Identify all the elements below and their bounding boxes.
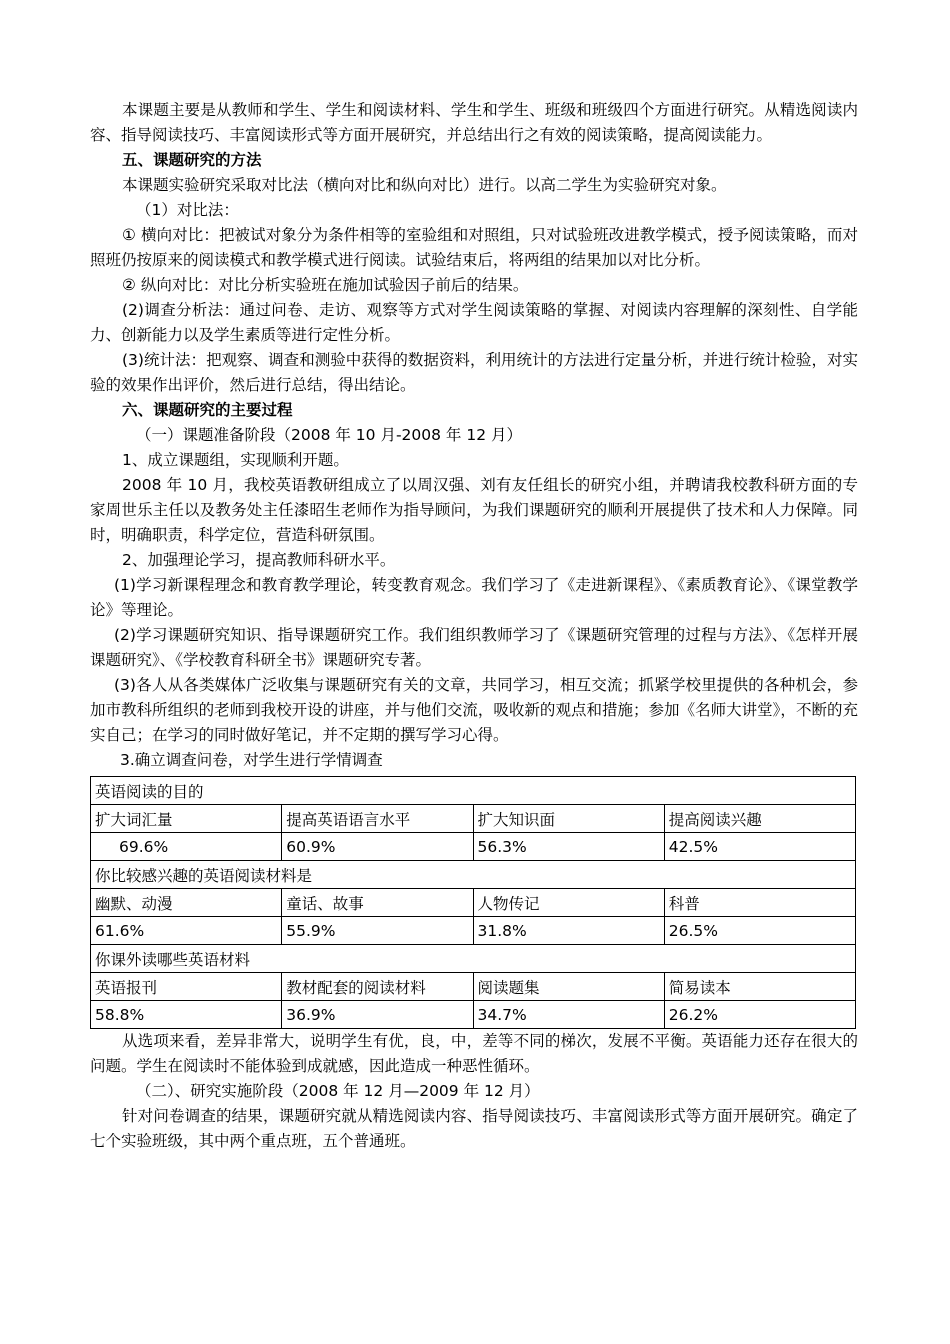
paragraph: （一）课题准备阶段（2008 年 10 月-2008 年 12 月） xyxy=(136,426,522,444)
paragraph: 针对问卷调查的结果，课题研究就从精选阅读内容、指导阅读技巧、丰富阅读形式等方面开展研究。确定了七个实验班级，其中两个重点班，五个普通班。 xyxy=(90,1107,858,1150)
paragraph: 从选项来看，差异非常大，说明学生有优，良，中，差等不同的梯次，发展不平衡。英语能力还存在很大的问题。学生在阅读时不能体验到成就感，因此造成一种恶性循环。 xyxy=(90,1032,858,1075)
survey-question: 英语阅读的目的 xyxy=(91,777,856,805)
option-cell: 简易读本 xyxy=(664,973,855,1001)
section-heading-methods: 五、课题研究的方法 xyxy=(122,151,262,169)
paragraph: ② 纵向对比：对比分析实验班在施加试验因子前后的结果。 xyxy=(122,276,529,294)
document-page xyxy=(90,98,858,1154)
value-cell: 55.9% xyxy=(282,917,473,945)
paragraph: （二）、研究实施阶段（2008 年 12 月—2009 年 12 月） xyxy=(136,1082,540,1100)
value-cell: 56.3% xyxy=(473,833,664,861)
paragraph: 本课题实验研究采取对比法（横向对比和纵向对比）进行。以高二学生为实验研究对象。 xyxy=(122,176,727,194)
option-cell: 提高阅读兴趣 xyxy=(664,805,855,833)
value-cell: 31.8% xyxy=(473,917,664,945)
value-cell: 61.6% xyxy=(91,917,282,945)
option-cell: 幽默、动漫 xyxy=(91,889,282,917)
survey-table xyxy=(90,776,856,1029)
survey-question: 你课外读哪些英语材料 xyxy=(91,945,856,973)
value-cell: 60.9% xyxy=(282,833,473,861)
option-cell: 扩大知识面 xyxy=(473,805,664,833)
paragraph: 2008 年 10 月，我校英语教研组成立了以周汉强、刘有友任组长的研究小组，并聘请我校教科研方面的专家周世乐主任以及教务处主任漆昭生老师作为指导顾问，为我们课题研究的顺利开展提供了技术和人力保障。同时，明确职责，科学定位，营造科研氛围。 xyxy=(90,476,858,544)
paragraph: (2)调查分析法：通过问卷、走访、观察等方式对学生阅读策略的掌握、对阅读内容理解的深刻性、自学能力、创新能力以及学生素质等进行定性分析。 xyxy=(90,301,858,344)
option-cell: 教材配套的阅读材料 xyxy=(282,973,473,1001)
option-cell: 阅读题集 xyxy=(473,973,664,1001)
option-cell: 童话、故事 xyxy=(282,889,473,917)
option-cell: 科普 xyxy=(664,889,855,917)
option-cell: 人物传记 xyxy=(473,889,664,917)
paragraph: (1)学习新课程理念和教育教学理论，转变教育观念。我们学习了《走进新课程》、《素质教育论》、《课堂教学论》等理论。 xyxy=(90,576,858,619)
option-cell: 英语报刊 xyxy=(91,973,282,1001)
paragraph: (3)统计法：把观察、调查和测验中获得的数据资料，利用统计的方法进行定量分析，并进行统计检验，对实验的效果作出评价，然后进行总结，得出结论。 xyxy=(90,351,858,394)
value-cell: 58.8% xyxy=(91,1001,282,1029)
value-cell: 36.9% xyxy=(282,1001,473,1029)
value-cell: 42.5% xyxy=(664,833,855,861)
paragraph: (3)各人从各类媒体广泛收集与课题研究有关的文章，共同学习，相互交流；抓紧学校里提供的各种机会，参加市教科所组织的老师到我校开设的讲座，并与他们交流，吸收新的观点和措施；参加《名师大讲堂》，不断的充实自己；在学习的同时做好笔记，并不定期的撰写学习心得。 xyxy=(90,676,858,744)
option-cell: 提高英语语言水平 xyxy=(282,805,473,833)
section-heading-process: 六、课题研究的主要过程 xyxy=(122,401,293,419)
paragraph: 3.确立调查问卷，对学生进行学情调查 xyxy=(120,751,383,769)
paragraph: ① 横向对比：把被试对象分为条件相等的室验组和对照组，只对试验班改进教学模式，授予阅读策略，而对照班仍按原来的阅读模式和教学模式进行阅读。试验结束后，将两组的结果加以对比分析。 xyxy=(90,226,858,269)
value-cell: 26.5% xyxy=(664,917,855,945)
survey-question: 你比较感兴趣的英语阅读材料是 xyxy=(91,861,856,889)
paragraph: （1）对比法： xyxy=(136,201,239,219)
value-cell: 26.2% xyxy=(664,1001,855,1029)
value-cell: 34.7% xyxy=(473,1001,664,1029)
option-cell: 扩大词汇量 xyxy=(91,805,282,833)
paragraph: 本课题主要是从教师和学生、学生和阅读材料、学生和学生、班级和班级四个方面进行研究。从精选阅读内容、指导阅读技巧、丰富阅读形式等方面开展研究，并总结出行之有效的阅读策略，提高阅读能力。 xyxy=(90,101,858,144)
value-cell: 69.6% xyxy=(91,833,282,861)
paragraph: (2)学习课题研究知识、指导课题研究工作。我们组织教师学习了《课题研究管理的过程与方法》、《怎样开展课题研究》、《学校教育科研全书》课题研究专著。 xyxy=(90,626,858,669)
paragraph: 1、成立课题组，实现顺利开题。 xyxy=(122,451,349,469)
paragraph: 2、加强理论学习，提高教师科研水平。 xyxy=(122,551,396,569)
